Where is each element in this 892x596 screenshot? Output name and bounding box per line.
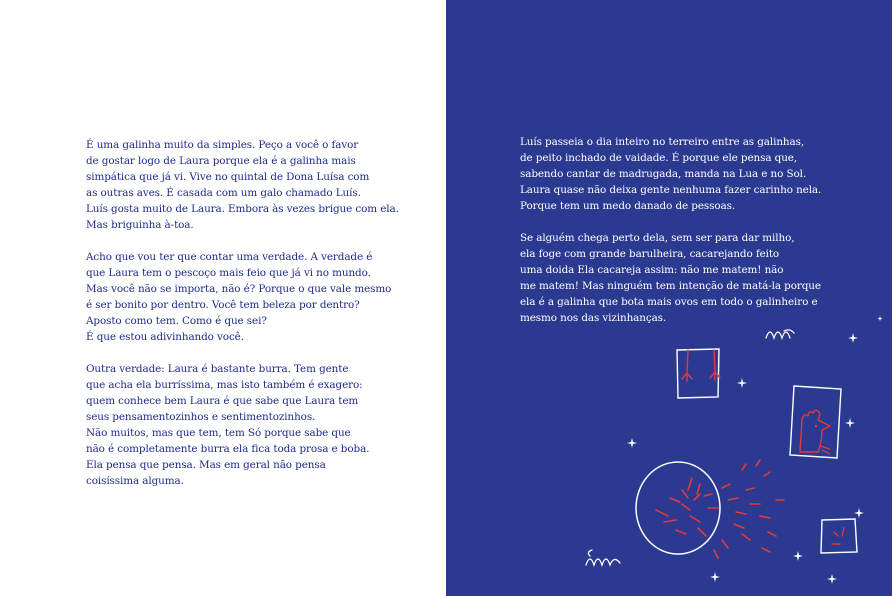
left-paragraph-2 — [86, 249, 399, 345]
text-line: ela é a galinha que bota mais ovos em todo o galinheiro e — [520, 296, 818, 308]
text-line: Luís gosta muito de Laura. Embora às vezes brigue com ela. — [86, 203, 399, 215]
text-line: coisíssima alguma. — [86, 475, 184, 487]
text-line: não é completamente burra ela fica toda prosa e boba. — [86, 443, 370, 455]
chicken-feet-frame — [677, 349, 720, 398]
text-line: Mas você não se importa, não é? Porque o que vale mesmo — [86, 283, 392, 295]
text-line: Se alguém chega perto dela, sem ser para dar milho, — [520, 232, 795, 244]
chicken-head-frame — [790, 386, 841, 458]
text-line: que acha ela burríssima, mas isto também é exagero: — [86, 379, 363, 391]
sparkle-icons — [627, 316, 883, 584]
text-line: Mas briguinha à-toa. — [86, 219, 194, 231]
text-line: Laura quase não deixa gente nenhuma fazer carinho nela. — [520, 184, 822, 196]
text-line: seus pensamentozinhos e sentimentozinhos. — [86, 411, 316, 423]
left-paragraph-1 — [86, 137, 399, 233]
text-line: de peito inchado de vaidade. É porque ele pensa que, — [520, 152, 798, 164]
curl-icon — [586, 550, 620, 565]
right-page — [446, 0, 892, 596]
text-line: simpática que já vi. Vive no quintal de Dona Luísa com — [86, 171, 370, 183]
chicken-illustration — [446, 0, 892, 596]
text-line: ela foge com grande barulheira, cacarejando feito — [520, 248, 780, 260]
text-line: as outras aves. É casada com um galo chamado Luís. — [86, 187, 361, 199]
text-line: Luís passeia o dia inteiro no terreiro entre as galinhas, — [520, 136, 805, 148]
left-paragraph-3 — [86, 361, 399, 489]
text-line: Porque tem um medo danado de pessoas. — [520, 200, 736, 212]
text-line: é ser bonito por dentro. Você tem beleza por dentro? — [86, 299, 360, 311]
text-line: É que estou adivinhando você. — [86, 331, 244, 343]
text-line: uma doida Ela cacareja assim: não me matem! não — [520, 264, 784, 276]
text-line: Não muitos, mas que tem, tem Só porque sabe que — [86, 427, 351, 439]
text-line: Outra verdade: Laura é bastante burra. Tem gente — [86, 363, 349, 375]
text-line: mesmo nos das vizinhanças. — [520, 312, 667, 324]
text-line: sabendo cantar de madrugada, manda na Lua e no Sol. — [520, 168, 807, 180]
text-line: que Laura tem o pescoço mais feio que já vi no mundo. — [86, 267, 371, 279]
text-line: de gostar logo de Laura porque ela é a galinha mais — [86, 155, 356, 167]
text-line: Ela pensa que pensa. Mas em geral não pensa — [86, 459, 326, 471]
left-page-text — [86, 137, 399, 489]
text-line: quem conhece bem Laura é que sabe que Laura tem — [86, 395, 359, 407]
text-line: Aposto como tem. Como é que sei? — [86, 315, 267, 327]
curl-icon — [766, 330, 794, 338]
small-frame — [821, 519, 857, 553]
text-line: me matem! Mas ninguém tem intenção de matá-la porque — [520, 280, 821, 292]
text-line: Acho que vou ter que contar uma verdade. A verdade é — [86, 251, 373, 263]
feather-burst-circle — [636, 460, 784, 558]
text-line: É uma galinha muito da simples. Peço a você o favor — [86, 139, 359, 151]
